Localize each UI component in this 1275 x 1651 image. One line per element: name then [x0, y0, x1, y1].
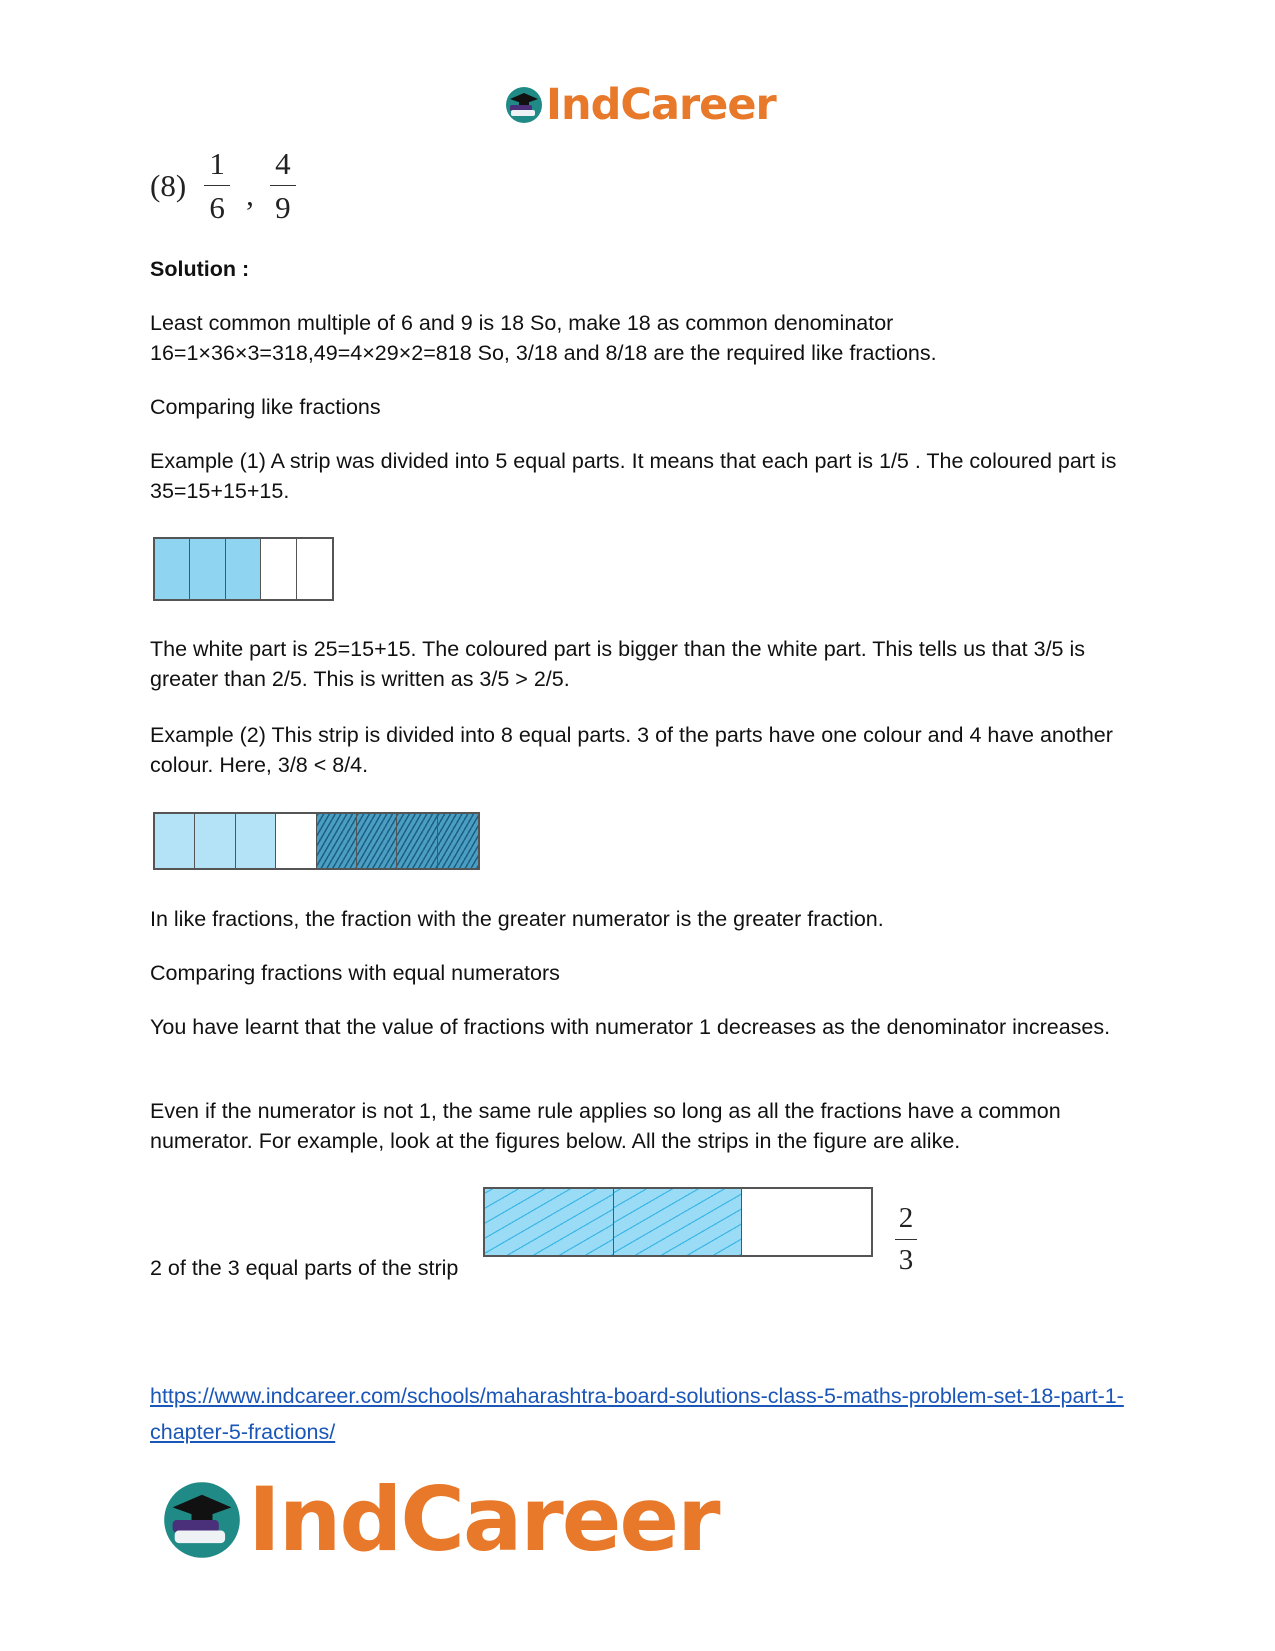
logo-text: IndCareer — [248, 1468, 719, 1571]
strip-part-coloured — [226, 539, 261, 599]
numerator: 2 — [898, 1202, 914, 1234]
strip-part-white — [297, 539, 332, 599]
comparing-like-heading: Comparing like fractions — [150, 395, 381, 419]
strip-2-of-3 — [483, 1187, 873, 1257]
strip-part-light — [236, 814, 276, 868]
header-logo — [504, 80, 776, 130]
strip-part-white — [276, 814, 316, 868]
strip-part-coloured — [614, 1189, 743, 1255]
example-1-text: Example (1) A strip was divided into 5 equal parts. It means that each part is 1/5 . The coloured part is 35=15+15+15. — [150, 449, 1117, 503]
white-part-text: The white part is 25=15+15. The coloured part is bigger than the white part. This tells us that 3/5 is greater than 2/5. This is written as 3/5 > 2/5. — [150, 637, 1085, 691]
strip-part-dark — [438, 814, 478, 868]
fraction-separator: , — [246, 176, 254, 212]
strip-part-coloured — [155, 539, 190, 599]
strip-part-white — [261, 539, 296, 599]
strip-part-white — [742, 1189, 871, 1255]
example-2-text: Example (2) This strip is divided into 8 equal parts. 3 of the parts have one colour and 4 have another colour. Here, 3/8 < 8/4. — [150, 723, 1113, 777]
numerator: 4 — [275, 146, 291, 181]
strip-3-of-5 — [153, 537, 334, 601]
strip-part-dark — [357, 814, 397, 868]
fraction-1-6 — [204, 148, 230, 223]
solution-line-2: 16=1×36×3=318,49=4×29×2=818 So, 3/18 and 8/18 are the required like fractions. — [150, 341, 937, 365]
strip-part-dark — [397, 814, 437, 868]
comparing-equal-heading: Comparing fractions with equal numerators — [150, 961, 560, 985]
graduation-book-icon — [504, 85, 544, 125]
numerator: 1 — [209, 146, 225, 181]
fraction-4-9 — [270, 148, 296, 223]
denominator: 3 — [898, 1244, 914, 1276]
common-numerator-text: Even if the numerator is not 1, the same rule applies so long as all the fractions have a common numerator. For example, look at the figures below. All the strips in the figure are alike. — [150, 1099, 1061, 1153]
strip-part-coloured — [485, 1189, 614, 1255]
question-label: (8) — [150, 167, 187, 203]
fraction-2-3 — [895, 1204, 917, 1275]
strip-part-light — [195, 814, 235, 868]
footer-logo — [160, 1468, 719, 1571]
solution-heading: Solution : — [150, 257, 250, 281]
strip-label: 2 of the 3 equal parts of the strip — [150, 1256, 459, 1280]
denominator: 9 — [275, 190, 291, 225]
source-link[interactable]: https://www.indcareer.com/schools/maharashtra-board-solutions-class-5-maths-problem-set-18-part-1-chapter-5-fractions/ — [150, 1384, 1124, 1444]
graduation-book-icon — [160, 1478, 244, 1562]
logo-text: IndCareer — [546, 80, 776, 130]
question-number — [150, 148, 296, 223]
solution-line-1: Least common multiple of 6 and 9 is 18 So, make 18 as common denominator — [150, 311, 894, 335]
strip-part-dark — [317, 814, 357, 868]
denominator: 6 — [209, 190, 225, 225]
strip-8-parts — [153, 812, 480, 870]
unit-fraction-rule: You have learnt that the value of fractions with numerator 1 decreases as the denominator increases. — [150, 1015, 1111, 1039]
like-fractions-rule: In like fractions, the fraction with the greater numerator is the greater fraction. — [150, 907, 884, 931]
strip-part-light — [155, 814, 195, 868]
strip-part-coloured — [190, 539, 225, 599]
